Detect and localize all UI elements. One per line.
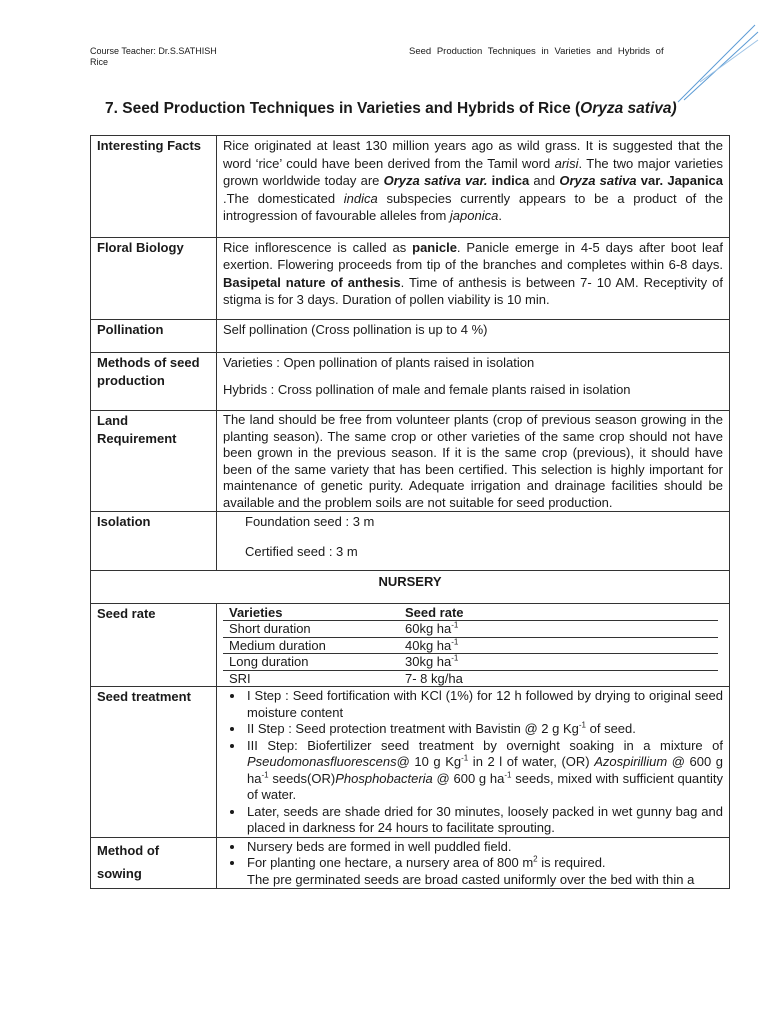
header-crop: Rice (90, 57, 109, 67)
seed-rate-row (223, 670, 718, 686)
seed-rate-header (223, 605, 718, 621)
seed-rate-row (223, 637, 718, 654)
seed-rate-variety: Medium duration (223, 637, 399, 654)
row-label: Floral Biology (91, 237, 217, 319)
row-label: Seed treatment (91, 687, 217, 838)
row-label: Interesting Facts (91, 136, 217, 238)
row-content: Self pollination (Cross pollination is up to 4 %) (217, 319, 730, 353)
seed-rate-value: 30kg $ha^{-1}$ (399, 654, 718, 671)
isolation-certified: Certified seed : 3 m (245, 543, 358, 559)
methods-varieties: Varieties : Open pollination of plants raised in isolation (223, 355, 535, 370)
seed-rate-col-varieties: Varieties (223, 605, 399, 621)
seed-rate-value: 40kg $ha^{-1}$ (399, 637, 718, 654)
nursery-heading: NURSERY (91, 571, 730, 604)
row-label: Method of sowing (91, 837, 217, 889)
list-item: • The pre germinated seeds are broad casted uniformly over the bed with thin a (245, 872, 723, 889)
row-seed-treatment (91, 687, 730, 838)
row-isolation (91, 512, 730, 571)
methods-hybrids: Hybrids : Cross pollination of male and female plants raised in isolation (223, 381, 631, 397)
row-pollination (91, 319, 730, 353)
list-item: • Later, seeds are shade dried for 30 minutes, loosely packed in wet gunny bag and placed in darkness for 24 hours to facilitate sprouting. (245, 804, 723, 837)
seed-rate-row (223, 621, 718, 638)
seed-rate-col-rate: Seed rate (399, 605, 718, 621)
row-content (217, 353, 730, 411)
isolation-foundation: Foundation seed : 3 m (245, 514, 375, 529)
list-item: • I Step : Seed fortification with KCl (1%) for 12 h followed by drying to original seed moisture content (245, 688, 723, 721)
row-label: Pollination (91, 319, 217, 353)
row-floral-biology (91, 237, 730, 319)
row-content: Rice inflorescence is called as panicle. Panicle emerge in 4-5 days after boot leaf exertion. Flowering proceeds from tip of the branches and completes within 6-8 days. Basipetal nature of anthesis. Time of anthesis is between 7- 10 AM. Receptivity of stigma is for 3 days. Duration of pollen viability is 10 min. (217, 237, 730, 319)
seed-rate-row (223, 654, 718, 671)
seed-rate-value: 7- 8 kg/ha (405, 670, 463, 686)
list-item: • II Step : Seed protection treatment with Bavistin @ 2 g $Kg^{-1}$ of seed. (245, 721, 723, 738)
row-content (217, 687, 730, 838)
seed-production-table (90, 135, 730, 889)
sowing-list (223, 839, 723, 889)
row-label: Seed rate (91, 603, 217, 687)
row-interesting-facts (91, 136, 730, 238)
seed-rate-variety: SRI (229, 670, 251, 686)
row-seed-rate (91, 603, 730, 687)
row-content (217, 512, 730, 571)
row-label: Isolation (91, 512, 217, 571)
row-methods (91, 353, 730, 411)
row-label: Land Requirement (91, 411, 217, 512)
row-content: The land should be free from volunteer plants (crop of previous season growing in the planting season). The same crop or other varieties of the same crop should not have been grown in the previous season. If it is the same crop (previous), it should have been of the same variety that has been certified. This selection is highly important for maintenance of genetic purity. Adequate irrigation and drainage facilities should be available and the problem soils are not suitable for seed production. (217, 411, 730, 512)
list-item: • III Step: Biofertilizer seed treatment by overnight soaking in a mixture of Pseudomonasfluorescens@ 10 g $Kg^{-1}$ in 2 l of water, (OR) Azospirillium @ 600 g $ha^{-1}$ seeds(OR)Phosphobacteria @ 600 g $ha^{-1}$ seeds, mixed with sufficient quantity of water. (245, 738, 723, 804)
list-item: • Nursery beds are formed in well puddled field. (245, 839, 723, 856)
row-nursery-heading (91, 571, 730, 604)
row-land-requirement (91, 411, 730, 512)
page-title: 7. Seed Production Techniques in Varieties and Hybrids of Rice (Oryza sativa) (105, 100, 677, 117)
seed-rate-value: 60kg $ha^{-1}$ (399, 621, 718, 638)
header-right: Seed Production Techniques in Varieties and Hybrids of (409, 46, 664, 57)
header-left (90, 46, 217, 68)
row-content (217, 603, 730, 687)
row-method-of-sowing (91, 837, 730, 889)
seed-rate-variety: Long duration (223, 654, 399, 671)
seed-treatment-list (223, 688, 723, 837)
header-decoration (670, 20, 760, 110)
seed-rate-table (223, 605, 718, 687)
list-item: • For planting one hectare, a nursery area of 800 $m^2$ is required. (245, 855, 723, 872)
row-content: Rice originated at least 130 million years ago as wild grass. It is suggested that the word ‘rice’ could have been derived from the Tamil word arisi. The two major varieties grown worldwide today are Oryza sativa var. indica and Oryza sativa var. Japanica .The domesticated indica subspecies currently appears to be a product of the introgression of favourable alleles from japonica. (217, 136, 730, 238)
row-label: Methods of seed production (91, 353, 217, 411)
course-teacher: Course Teacher: Dr.S.SATHISH (90, 46, 217, 56)
row-content (217, 837, 730, 889)
seed-rate-variety: Short duration (223, 621, 399, 638)
